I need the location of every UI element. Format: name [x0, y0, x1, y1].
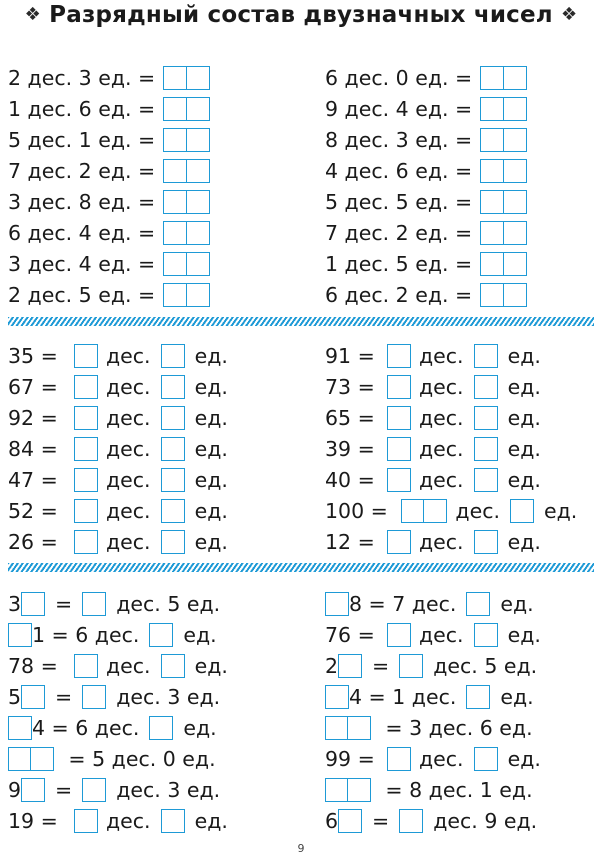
answer-box[interactable]: [8, 747, 32, 771]
answer-box[interactable]: [503, 190, 527, 214]
two-digit-answer-box[interactable]: [8, 747, 54, 771]
answer-box[interactable]: [480, 159, 504, 183]
two-digit-answer-box[interactable]: [163, 252, 209, 276]
exercise-row: [8, 280, 210, 310]
answer-box[interactable]: [82, 592, 106, 616]
exercise-text: 1 дес. 6 ед. =: [8, 97, 156, 121]
exercise-text: 6 дес. 4 ед. =: [8, 221, 156, 245]
answer-box[interactable]: [163, 190, 187, 214]
exercise-row: [325, 187, 527, 217]
exercise-row: [325, 496, 577, 526]
answer-box[interactable]: [161, 499, 185, 523]
answer-box[interactable]: [387, 468, 411, 492]
answer-box[interactable]: [387, 344, 411, 368]
exercise-row: [8, 713, 217, 743]
answer-box[interactable]: [163, 66, 187, 90]
exercise-text: = 5 дес. 0 ед.: [68, 747, 216, 771]
answer-box[interactable]: [161, 530, 185, 554]
exercise-row: [325, 341, 541, 371]
answer-box[interactable]: [186, 190, 210, 214]
exercise-text: дес.: [419, 468, 464, 492]
exercise-row: [325, 465, 541, 495]
answer-box[interactable]: [163, 159, 187, 183]
exercise-text: 40 =: [325, 468, 375, 492]
answer-box[interactable]: [8, 623, 32, 647]
answer-box[interactable]: [480, 190, 504, 214]
exercise-row: [8, 527, 228, 557]
answer-box[interactable]: [82, 778, 106, 802]
exercise-text: 92 =: [8, 406, 58, 430]
exercise-row: [8, 218, 210, 248]
exercise-text: 7 дес. 2 ед. =: [325, 221, 473, 245]
exercise-text: дес.: [106, 654, 151, 678]
exercise-text: 6 дес. 2 ед. =: [325, 283, 473, 307]
exercise-text: =: [372, 654, 390, 678]
exercise-text: =: [55, 685, 73, 709]
exercise-text: 65 =: [325, 406, 375, 430]
answer-box[interactable]: [161, 437, 185, 461]
answer-box[interactable]: [503, 66, 527, 90]
exercise-row: [325, 63, 527, 93]
answer-box[interactable]: [387, 406, 411, 430]
exercise-row: [325, 156, 527, 186]
exercise-text: 3 дес. 4 ед. =: [8, 252, 156, 276]
answer-box[interactable]: [474, 468, 498, 492]
two-digit-answer-box[interactable]: [163, 221, 209, 245]
section-divider: [8, 563, 594, 572]
exercise-text: дес. 5 ед.: [116, 592, 221, 616]
answer-box[interactable]: [503, 97, 527, 121]
exercise-row: [325, 403, 541, 433]
exercise-text: 9: [8, 778, 22, 802]
two-digit-answer-box[interactable]: [480, 283, 526, 307]
exercise-text: ед.: [194, 437, 228, 461]
exercise-row: [325, 620, 541, 650]
exercise-text: 26 =: [8, 530, 58, 554]
answer-box[interactable]: [186, 66, 210, 90]
answer-box[interactable]: [21, 778, 45, 802]
answer-box[interactable]: [74, 499, 98, 523]
exercise-text: ед.: [507, 623, 541, 647]
answer-box[interactable]: [161, 809, 185, 833]
answer-box[interactable]: [401, 499, 425, 523]
answer-box[interactable]: [325, 685, 349, 709]
exercise-text: ед.: [500, 685, 534, 709]
two-digit-answer-box[interactable]: [163, 66, 209, 90]
answer-box[interactable]: [399, 809, 423, 833]
exercise-text: 84 =: [8, 437, 58, 461]
exercise-row: [325, 94, 527, 124]
exercise-text: 52 =: [8, 499, 58, 523]
answer-box[interactable]: [161, 406, 185, 430]
exercise-text: дес.: [106, 468, 151, 492]
exercise-row: [325, 280, 527, 310]
answer-box[interactable]: [161, 654, 185, 678]
exercise-row: [8, 620, 217, 650]
answer-box[interactable]: [480, 66, 504, 90]
answer-box[interactable]: [74, 344, 98, 368]
exercise-text: ед.: [194, 344, 228, 368]
exercise-text: 9 дес. 4 ед. =: [325, 97, 473, 121]
answer-box[interactable]: [149, 716, 173, 740]
exercise-row: [8, 63, 210, 93]
title-text: Разрядный состав двузначных чисел: [49, 2, 553, 28]
answer-box[interactable]: [163, 128, 187, 152]
exercise-row: [8, 465, 228, 495]
answer-box[interactable]: [387, 623, 411, 647]
exercise-text: дес.: [419, 747, 464, 771]
answer-box[interactable]: [325, 778, 349, 802]
answer-box[interactable]: [186, 221, 210, 245]
exercise-row: [8, 341, 228, 371]
exercise-text: дес. 3 ед.: [116, 685, 221, 709]
exercise-text: ед.: [543, 499, 578, 523]
two-digit-answer-box[interactable]: [325, 778, 371, 802]
exercise-text: 67 =: [8, 375, 58, 399]
exercise-text: ед.: [183, 716, 217, 740]
two-digit-answer-box[interactable]: [480, 128, 526, 152]
exercise-row: [8, 372, 228, 402]
two-digit-answer-box[interactable]: [163, 159, 209, 183]
section-divider: [8, 317, 594, 326]
exercise-text: 2: [325, 654, 339, 678]
exercise-text: 6 дес. 0 ед. =: [325, 66, 473, 90]
answer-box[interactable]: [161, 468, 185, 492]
exercise-text: дес.: [106, 530, 151, 554]
answer-box[interactable]: [30, 747, 54, 771]
exercise-text: ед.: [507, 406, 541, 430]
answer-box[interactable]: [423, 499, 447, 523]
exercise-row: [8, 744, 216, 774]
two-digit-answer-box[interactable]: [480, 190, 526, 214]
answer-box[interactable]: [74, 406, 98, 430]
answer-box[interactable]: [161, 344, 185, 368]
exercise-text: ед.: [507, 530, 541, 554]
exercise-text: = 8 дес. 1 ед.: [385, 778, 533, 802]
exercise-text: ед.: [507, 468, 541, 492]
answer-box[interactable]: [466, 685, 490, 709]
answer-box[interactable]: [186, 252, 210, 276]
answer-box[interactable]: [503, 221, 527, 245]
exercise-text: ед.: [194, 530, 228, 554]
answer-box[interactable]: [474, 623, 498, 647]
two-digit-answer-box[interactable]: [480, 221, 526, 245]
exercise-text: 39 =: [325, 437, 375, 461]
answer-box[interactable]: [163, 283, 187, 307]
answer-box[interactable]: [480, 283, 504, 307]
two-digit-answer-box[interactable]: [163, 128, 209, 152]
exercise-text: ед.: [507, 437, 541, 461]
exercise-text: дес.: [106, 375, 151, 399]
exercise-row: [8, 651, 228, 681]
answer-box[interactable]: [474, 375, 498, 399]
exercise-row: [8, 682, 220, 712]
answer-box[interactable]: [399, 654, 423, 678]
two-digit-answer-box[interactable]: [480, 252, 526, 276]
answer-box[interactable]: [186, 159, 210, 183]
answer-box[interactable]: [480, 97, 504, 121]
exercise-text: дес.: [106, 499, 151, 523]
exercise-row: [8, 156, 210, 186]
answer-box[interactable]: [387, 437, 411, 461]
answer-box[interactable]: [474, 747, 498, 771]
two-digit-answer-box[interactable]: [480, 159, 526, 183]
exercise-text: 2 дес. 5 ед. =: [8, 283, 156, 307]
exercise-text: 4 = 6 дес.: [32, 716, 140, 740]
answer-box[interactable]: [503, 283, 527, 307]
exercise-text: ед.: [194, 406, 228, 430]
exercise-text: 5 дес. 1 ед. =: [8, 128, 156, 152]
exercise-text: 19 =: [8, 809, 58, 833]
answer-box[interactable]: [474, 437, 498, 461]
exercise-text: 73 =: [325, 375, 375, 399]
exercise-text: 12 =: [325, 530, 375, 554]
exercise-row: [8, 94, 210, 124]
exercise-row: [325, 125, 527, 155]
answer-box[interactable]: [474, 406, 498, 430]
answer-box[interactable]: [149, 623, 173, 647]
two-digit-answer-box[interactable]: [163, 97, 209, 121]
exercise-row: [325, 775, 533, 805]
answer-box[interactable]: [21, 685, 45, 709]
exercise-text: 5 дес. 5 ед. =: [325, 190, 473, 214]
exercise-text: дес.: [419, 437, 464, 461]
answer-box[interactable]: [347, 778, 371, 802]
exercise-text: =: [372, 809, 390, 833]
exercise-text: ед.: [183, 623, 217, 647]
answer-box[interactable]: [347, 716, 371, 740]
exercise-text: 5: [8, 685, 22, 709]
exercise-text: 47 =: [8, 468, 58, 492]
answer-box[interactable]: [338, 654, 362, 678]
exercise-text: ед.: [194, 654, 228, 678]
answer-box[interactable]: [163, 221, 187, 245]
page-number: 9: [297, 842, 305, 855]
answer-box[interactable]: [74, 375, 98, 399]
answer-box[interactable]: [74, 437, 98, 461]
exercise-text: дес.: [106, 809, 151, 833]
answer-box[interactable]: [21, 592, 45, 616]
two-digit-answer-box[interactable]: [325, 716, 371, 740]
two-digit-answer-box[interactable]: [480, 66, 526, 90]
exercise-text: ед.: [507, 344, 541, 368]
two-digit-answer-box[interactable]: [401, 499, 447, 523]
exercise-row: [8, 125, 210, 155]
exercise-row: [8, 403, 228, 433]
answer-box[interactable]: [466, 592, 490, 616]
diamond-bullet-icon: ❖: [24, 4, 41, 25]
exercise-text: 35 =: [8, 344, 58, 368]
exercise-text: =: [55, 778, 73, 802]
exercise-row: [325, 589, 534, 619]
exercise-row: [325, 434, 541, 464]
answer-box[interactable]: [325, 716, 349, 740]
exercise-row: [8, 434, 228, 464]
answer-box[interactable]: [503, 128, 527, 152]
exercise-text: дес.: [106, 344, 151, 368]
exercise-text: 4 дес. 6 ед. =: [325, 159, 473, 183]
answer-box[interactable]: [325, 592, 349, 616]
answer-box[interactable]: [510, 499, 534, 523]
exercise-text: дес.: [419, 623, 464, 647]
exercise-row: [325, 651, 537, 681]
exercise-text: дес.: [106, 437, 151, 461]
exercise-text: 6: [325, 809, 339, 833]
exercise-text: 3 дес. 8 ед. =: [8, 190, 156, 214]
exercise-text: ед.: [194, 468, 228, 492]
exercise-text: 99 =: [325, 747, 375, 771]
exercise-text: дес.: [419, 344, 464, 368]
exercise-text: 91 =: [325, 344, 375, 368]
exercise-row: [325, 713, 533, 743]
exercise-text: = 3 дес. 6 ед.: [385, 716, 533, 740]
two-digit-answer-box[interactable]: [163, 190, 209, 214]
exercise-row: [8, 806, 228, 836]
exercise-row: [325, 682, 534, 712]
exercise-text: дес.: [106, 406, 151, 430]
exercise-text: дес. 5 ед.: [433, 654, 538, 678]
exercise-text: ед.: [194, 809, 228, 833]
exercise-row: [325, 372, 541, 402]
answer-box[interactable]: [387, 530, 411, 554]
exercise-text: 8 = 7 дес.: [349, 592, 457, 616]
exercise-text: ед.: [194, 499, 228, 523]
answer-box[interactable]: [387, 747, 411, 771]
exercise-text: ед.: [500, 592, 534, 616]
answer-box[interactable]: [480, 221, 504, 245]
diamond-bullet-icon: ❖: [561, 4, 578, 25]
exercise-text: дес.: [419, 530, 464, 554]
exercise-text: дес. 3 ед.: [116, 778, 221, 802]
exercise-text: ед.: [507, 375, 541, 399]
answer-box[interactable]: [186, 128, 210, 152]
answer-box[interactable]: [338, 809, 362, 833]
two-digit-answer-box[interactable]: [480, 97, 526, 121]
exercise-row: [8, 496, 228, 526]
answer-box[interactable]: [480, 252, 504, 276]
exercise-row: [8, 249, 210, 279]
answer-box[interactable]: [186, 97, 210, 121]
exercise-text: дес.: [419, 375, 464, 399]
exercise-text: ед.: [194, 375, 228, 399]
answer-box[interactable]: [82, 685, 106, 709]
two-digit-answer-box[interactable]: [163, 283, 209, 307]
exercise-row: [325, 744, 541, 774]
answer-box[interactable]: [161, 375, 185, 399]
exercise-text: 8 дес. 3 ед. =: [325, 128, 473, 152]
answer-box[interactable]: [74, 530, 98, 554]
exercise-row: [325, 806, 537, 836]
exercise-text: 4 = 1 дес.: [349, 685, 457, 709]
exercise-text: дес.: [455, 499, 500, 523]
exercise-text: 78 =: [8, 654, 58, 678]
exercise-row: [8, 187, 210, 217]
exercise-text: 3: [8, 592, 22, 616]
exercise-text: ед.: [507, 747, 541, 771]
exercise-row: [8, 775, 220, 805]
answer-box[interactable]: [480, 128, 504, 152]
exercise-text: 76 =: [325, 623, 375, 647]
answer-box[interactable]: [8, 716, 32, 740]
exercise-text: дес. 9 ед.: [433, 809, 538, 833]
answer-box[interactable]: [503, 159, 527, 183]
exercise-row: [8, 589, 220, 619]
answer-box[interactable]: [503, 252, 527, 276]
exercise-text: =: [55, 592, 73, 616]
answer-box[interactable]: [186, 283, 210, 307]
answer-box[interactable]: [474, 344, 498, 368]
exercise-row: [325, 218, 527, 248]
answer-box[interactable]: [474, 530, 498, 554]
answer-box[interactable]: [163, 252, 187, 276]
answer-box[interactable]: [74, 468, 98, 492]
page-title: [0, 2, 602, 28]
exercise-text: 7 дес. 2 ед. =: [8, 159, 156, 183]
exercise-text: 1 = 6 дес.: [32, 623, 140, 647]
exercise-row: [325, 527, 541, 557]
exercise-text: дес.: [419, 406, 464, 430]
answer-box[interactable]: [387, 375, 411, 399]
exercise-row: [325, 249, 527, 279]
exercise-text: 2 дес. 3 ед. =: [8, 66, 156, 90]
answer-box[interactable]: [163, 97, 187, 121]
answer-box[interactable]: [74, 654, 98, 678]
exercise-text: 1 дес. 5 ед. =: [325, 252, 473, 276]
answer-box[interactable]: [74, 809, 98, 833]
exercise-text: 100 =: [325, 499, 388, 523]
